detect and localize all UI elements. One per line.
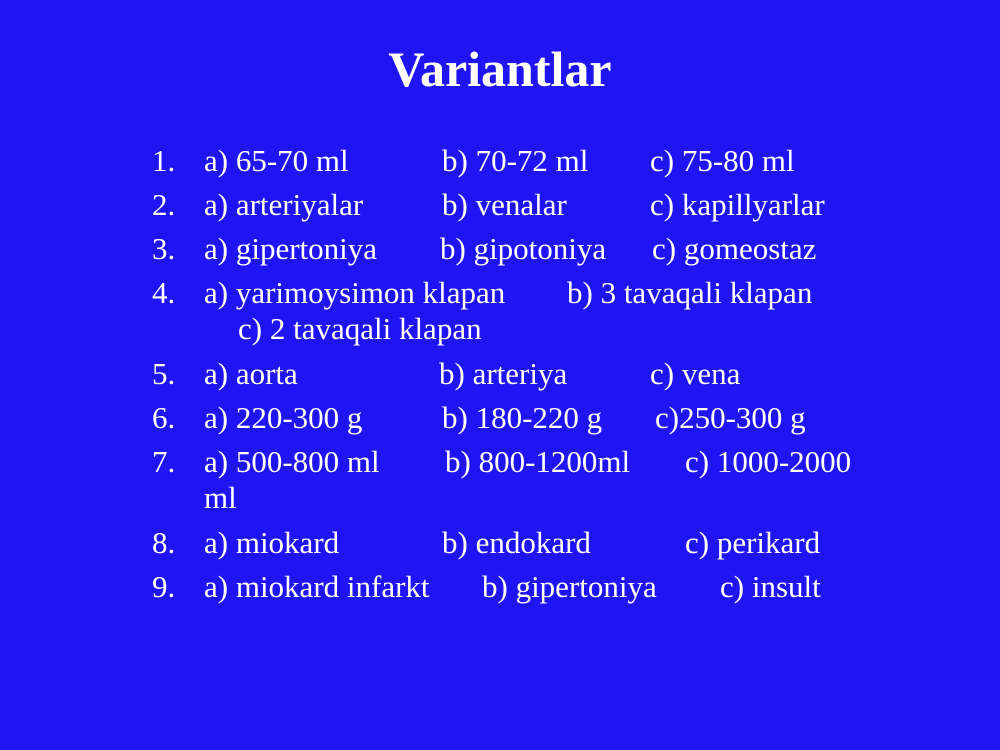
- option-b: b) 3 tavaqali klapan: [567, 275, 813, 310]
- option-a: a) miokard infarkt: [204, 569, 430, 604]
- option-c-continuation: ml: [204, 480, 237, 515]
- option-a: a) 500-800 ml: [204, 444, 380, 479]
- option-a: a) aorta: [204, 356, 298, 391]
- slide-title: Variantlar: [388, 41, 612, 97]
- option-a: a) yarimoysimon klapan: [204, 275, 506, 310]
- list-item: [152, 275, 912, 356]
- item-number: 7.: [152, 444, 176, 479]
- item-number: 9.: [152, 569, 176, 604]
- list-item: [152, 231, 912, 275]
- item-number: 2.: [152, 187, 176, 222]
- list-item: [152, 444, 912, 525]
- option-c: c) vena: [650, 356, 741, 391]
- option-b: b) venalar: [442, 187, 567, 222]
- option-c: c) 1000-2000: [685, 444, 852, 479]
- item-number: 8.: [152, 525, 176, 560]
- option-a: a) arteriyalar: [204, 187, 364, 222]
- list-item: [152, 356, 912, 400]
- item-number: 3.: [152, 231, 176, 266]
- option-a: a) miokard: [204, 525, 340, 560]
- option-c: c) insult: [720, 569, 821, 604]
- option-b: b) 800-1200ml: [445, 444, 631, 479]
- list-item: [152, 143, 912, 187]
- option-b: b) endokard: [442, 525, 591, 560]
- option-c: c)250-300 g: [655, 400, 806, 435]
- option-c: c) 2 tavaqali klapan: [238, 311, 482, 346]
- item-number: 1.: [152, 143, 176, 178]
- list-item: [152, 525, 912, 569]
- option-a: a) 220-300 g: [204, 400, 363, 435]
- option-b: b) 180-220 g: [442, 400, 603, 435]
- options-list: [152, 143, 912, 613]
- option-b: b) arteriya: [439, 356, 568, 391]
- item-number: 4.: [152, 275, 176, 310]
- option-b: b) gipertoniya: [482, 569, 657, 604]
- option-b: b) gipotoniya: [440, 231, 607, 266]
- option-b: b) 70-72 ml: [442, 143, 589, 178]
- option-c: c) perikard: [685, 525, 821, 560]
- option-c: c) kapillyarlar: [650, 187, 825, 222]
- option-a: a) gipertoniya: [204, 231, 378, 266]
- list-item: [152, 569, 912, 613]
- list-item: [152, 187, 912, 231]
- item-number: 5.: [152, 356, 176, 391]
- item-number: 6.: [152, 400, 176, 435]
- option-a: a) 65-70 ml: [204, 143, 349, 178]
- list-item: [152, 400, 912, 444]
- option-c: c) gomeostaz: [652, 231, 817, 266]
- option-c: c) 75-80 ml: [650, 143, 795, 178]
